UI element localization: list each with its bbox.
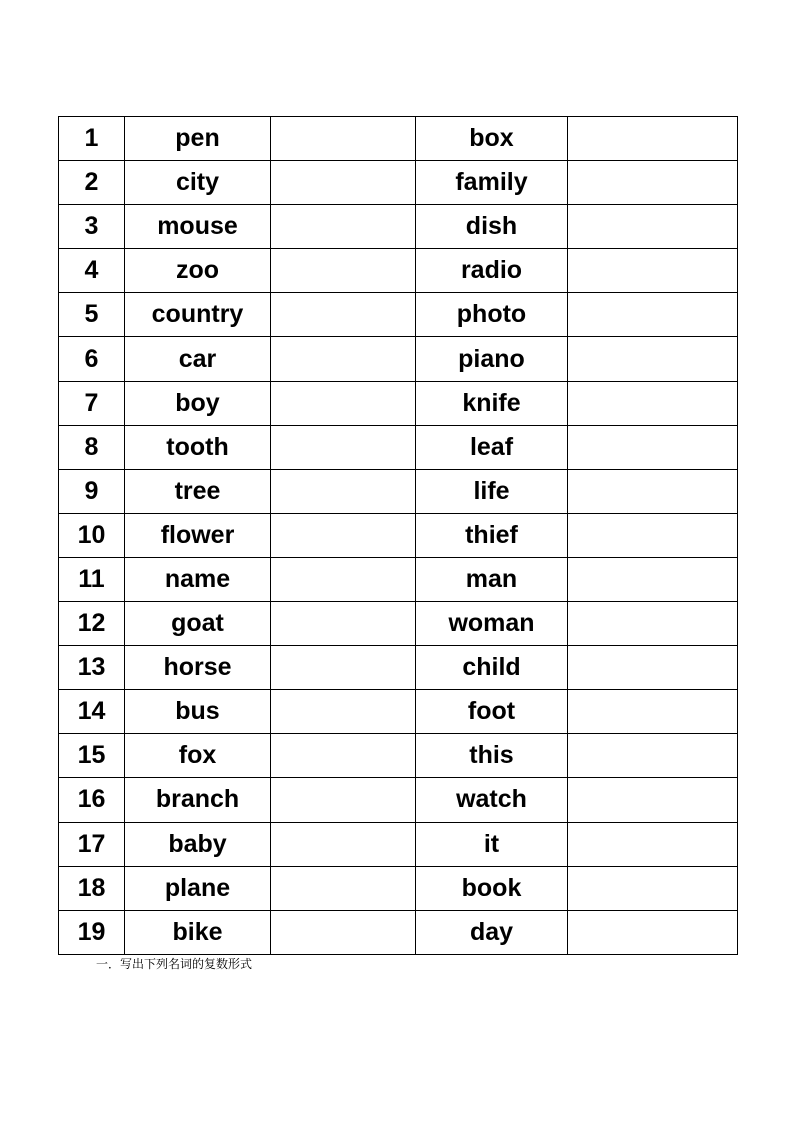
- table-row: [59, 778, 738, 822]
- plural-answer-blank[interactable]: [568, 249, 738, 293]
- plural-answer-blank[interactable]: [568, 910, 738, 954]
- noun-cell: it: [416, 822, 568, 866]
- plural-answer-blank[interactable]: [568, 866, 738, 910]
- row-number-cell: 4: [59, 249, 125, 293]
- noun-cell: foot: [416, 690, 568, 734]
- noun-cell: thief: [416, 513, 568, 557]
- row-number-cell: 11: [59, 557, 125, 601]
- noun-cell: radio: [416, 249, 568, 293]
- noun-cell: watch: [416, 778, 568, 822]
- noun-cell: city: [125, 161, 271, 205]
- row-number-cell: 18: [59, 866, 125, 910]
- plural-answer-blank[interactable]: [568, 646, 738, 690]
- row-number-cell: 3: [59, 205, 125, 249]
- noun-cell: car: [125, 337, 271, 381]
- plural-answer-blank[interactable]: [271, 822, 416, 866]
- noun-cell: book: [416, 866, 568, 910]
- row-number-cell: 1: [59, 117, 125, 161]
- plural-answer-blank[interactable]: [271, 910, 416, 954]
- table-row: [59, 161, 738, 205]
- table-row: [59, 513, 738, 557]
- plural-answer-blank[interactable]: [568, 778, 738, 822]
- table-row: [59, 690, 738, 734]
- row-number-cell: 17: [59, 822, 125, 866]
- worksheet-table-body: [59, 117, 738, 955]
- plural-answer-blank[interactable]: [271, 381, 416, 425]
- row-number-cell: 13: [59, 646, 125, 690]
- table-row: [59, 822, 738, 866]
- noun-cell: family: [416, 161, 568, 205]
- row-number-cell: 10: [59, 513, 125, 557]
- noun-cell: branch: [125, 778, 271, 822]
- plural-answer-blank[interactable]: [271, 337, 416, 381]
- noun-cell: this: [416, 734, 568, 778]
- row-number-cell: 5: [59, 293, 125, 337]
- exercise-instruction: 一．写出下列名词的复数形式: [96, 957, 253, 971]
- noun-cell: plane: [125, 866, 271, 910]
- noun-cell: tooth: [125, 425, 271, 469]
- plural-answer-blank[interactable]: [271, 117, 416, 161]
- plural-answer-blank[interactable]: [271, 778, 416, 822]
- plural-answer-blank[interactable]: [568, 425, 738, 469]
- plural-answer-blank[interactable]: [568, 337, 738, 381]
- plural-answer-blank[interactable]: [568, 161, 738, 205]
- plural-answer-blank[interactable]: [568, 117, 738, 161]
- noun-cell: day: [416, 910, 568, 954]
- plural-answer-blank[interactable]: [271, 513, 416, 557]
- table-row: [59, 910, 738, 954]
- noun-cell: bike: [125, 910, 271, 954]
- plural-answer-blank[interactable]: [568, 734, 738, 778]
- noun-cell: pen: [125, 117, 271, 161]
- plural-answer-blank[interactable]: [271, 557, 416, 601]
- noun-cell: woman: [416, 602, 568, 646]
- noun-cell: flower: [125, 513, 271, 557]
- plural-answer-blank[interactable]: [271, 690, 416, 734]
- table-row: [59, 646, 738, 690]
- plural-answer-blank[interactable]: [271, 866, 416, 910]
- noun-cell: baby: [125, 822, 271, 866]
- row-number-cell: 12: [59, 602, 125, 646]
- plural-answer-blank[interactable]: [271, 602, 416, 646]
- noun-cell: man: [416, 557, 568, 601]
- plural-nouns-worksheet-table: [58, 116, 738, 955]
- table-row: [59, 425, 738, 469]
- plural-answer-blank[interactable]: [568, 469, 738, 513]
- table-row: [59, 469, 738, 513]
- table-row: [59, 117, 738, 161]
- table-row: [59, 293, 738, 337]
- noun-cell: zoo: [125, 249, 271, 293]
- row-number-cell: 7: [59, 381, 125, 425]
- table-row: [59, 337, 738, 381]
- noun-cell: tree: [125, 469, 271, 513]
- noun-cell: mouse: [125, 205, 271, 249]
- plural-answer-blank[interactable]: [568, 557, 738, 601]
- noun-cell: dish: [416, 205, 568, 249]
- row-number-cell: 8: [59, 425, 125, 469]
- row-number-cell: 9: [59, 469, 125, 513]
- noun-cell: country: [125, 293, 271, 337]
- row-number-cell: 16: [59, 778, 125, 822]
- noun-cell: knife: [416, 381, 568, 425]
- row-number-cell: 2: [59, 161, 125, 205]
- plural-answer-blank[interactable]: [568, 293, 738, 337]
- plural-answer-blank[interactable]: [568, 822, 738, 866]
- table-row: [59, 734, 738, 778]
- noun-cell: goat: [125, 602, 271, 646]
- table-row: [59, 557, 738, 601]
- table-row: [59, 602, 738, 646]
- noun-cell: horse: [125, 646, 271, 690]
- plural-answer-blank[interactable]: [271, 161, 416, 205]
- table-row: [59, 249, 738, 293]
- noun-cell: life: [416, 469, 568, 513]
- table-row: [59, 205, 738, 249]
- plural-answer-blank[interactable]: [271, 469, 416, 513]
- noun-cell: bus: [125, 690, 271, 734]
- noun-cell: photo: [416, 293, 568, 337]
- noun-cell: leaf: [416, 425, 568, 469]
- plural-answer-blank[interactable]: [568, 205, 738, 249]
- row-number-cell: 15: [59, 734, 125, 778]
- plural-answer-blank[interactable]: [568, 381, 738, 425]
- plural-answer-blank[interactable]: [271, 293, 416, 337]
- plural-answer-blank[interactable]: [568, 602, 738, 646]
- noun-cell: box: [416, 117, 568, 161]
- noun-cell: piano: [416, 337, 568, 381]
- plural-answer-blank[interactable]: [568, 513, 738, 557]
- noun-cell: boy: [125, 381, 271, 425]
- plural-answer-blank[interactable]: [271, 249, 416, 293]
- noun-cell: fox: [125, 734, 271, 778]
- table-row: [59, 381, 738, 425]
- plural-answer-blank[interactable]: [568, 690, 738, 734]
- row-number-cell: 14: [59, 690, 125, 734]
- plural-answer-blank[interactable]: [271, 646, 416, 690]
- noun-cell: name: [125, 557, 271, 601]
- table-row: [59, 866, 738, 910]
- plural-answer-blank[interactable]: [271, 425, 416, 469]
- row-number-cell: 19: [59, 910, 125, 954]
- row-number-cell: 6: [59, 337, 125, 381]
- plural-answer-blank[interactable]: [271, 205, 416, 249]
- plural-answer-blank[interactable]: [271, 734, 416, 778]
- noun-cell: child: [416, 646, 568, 690]
